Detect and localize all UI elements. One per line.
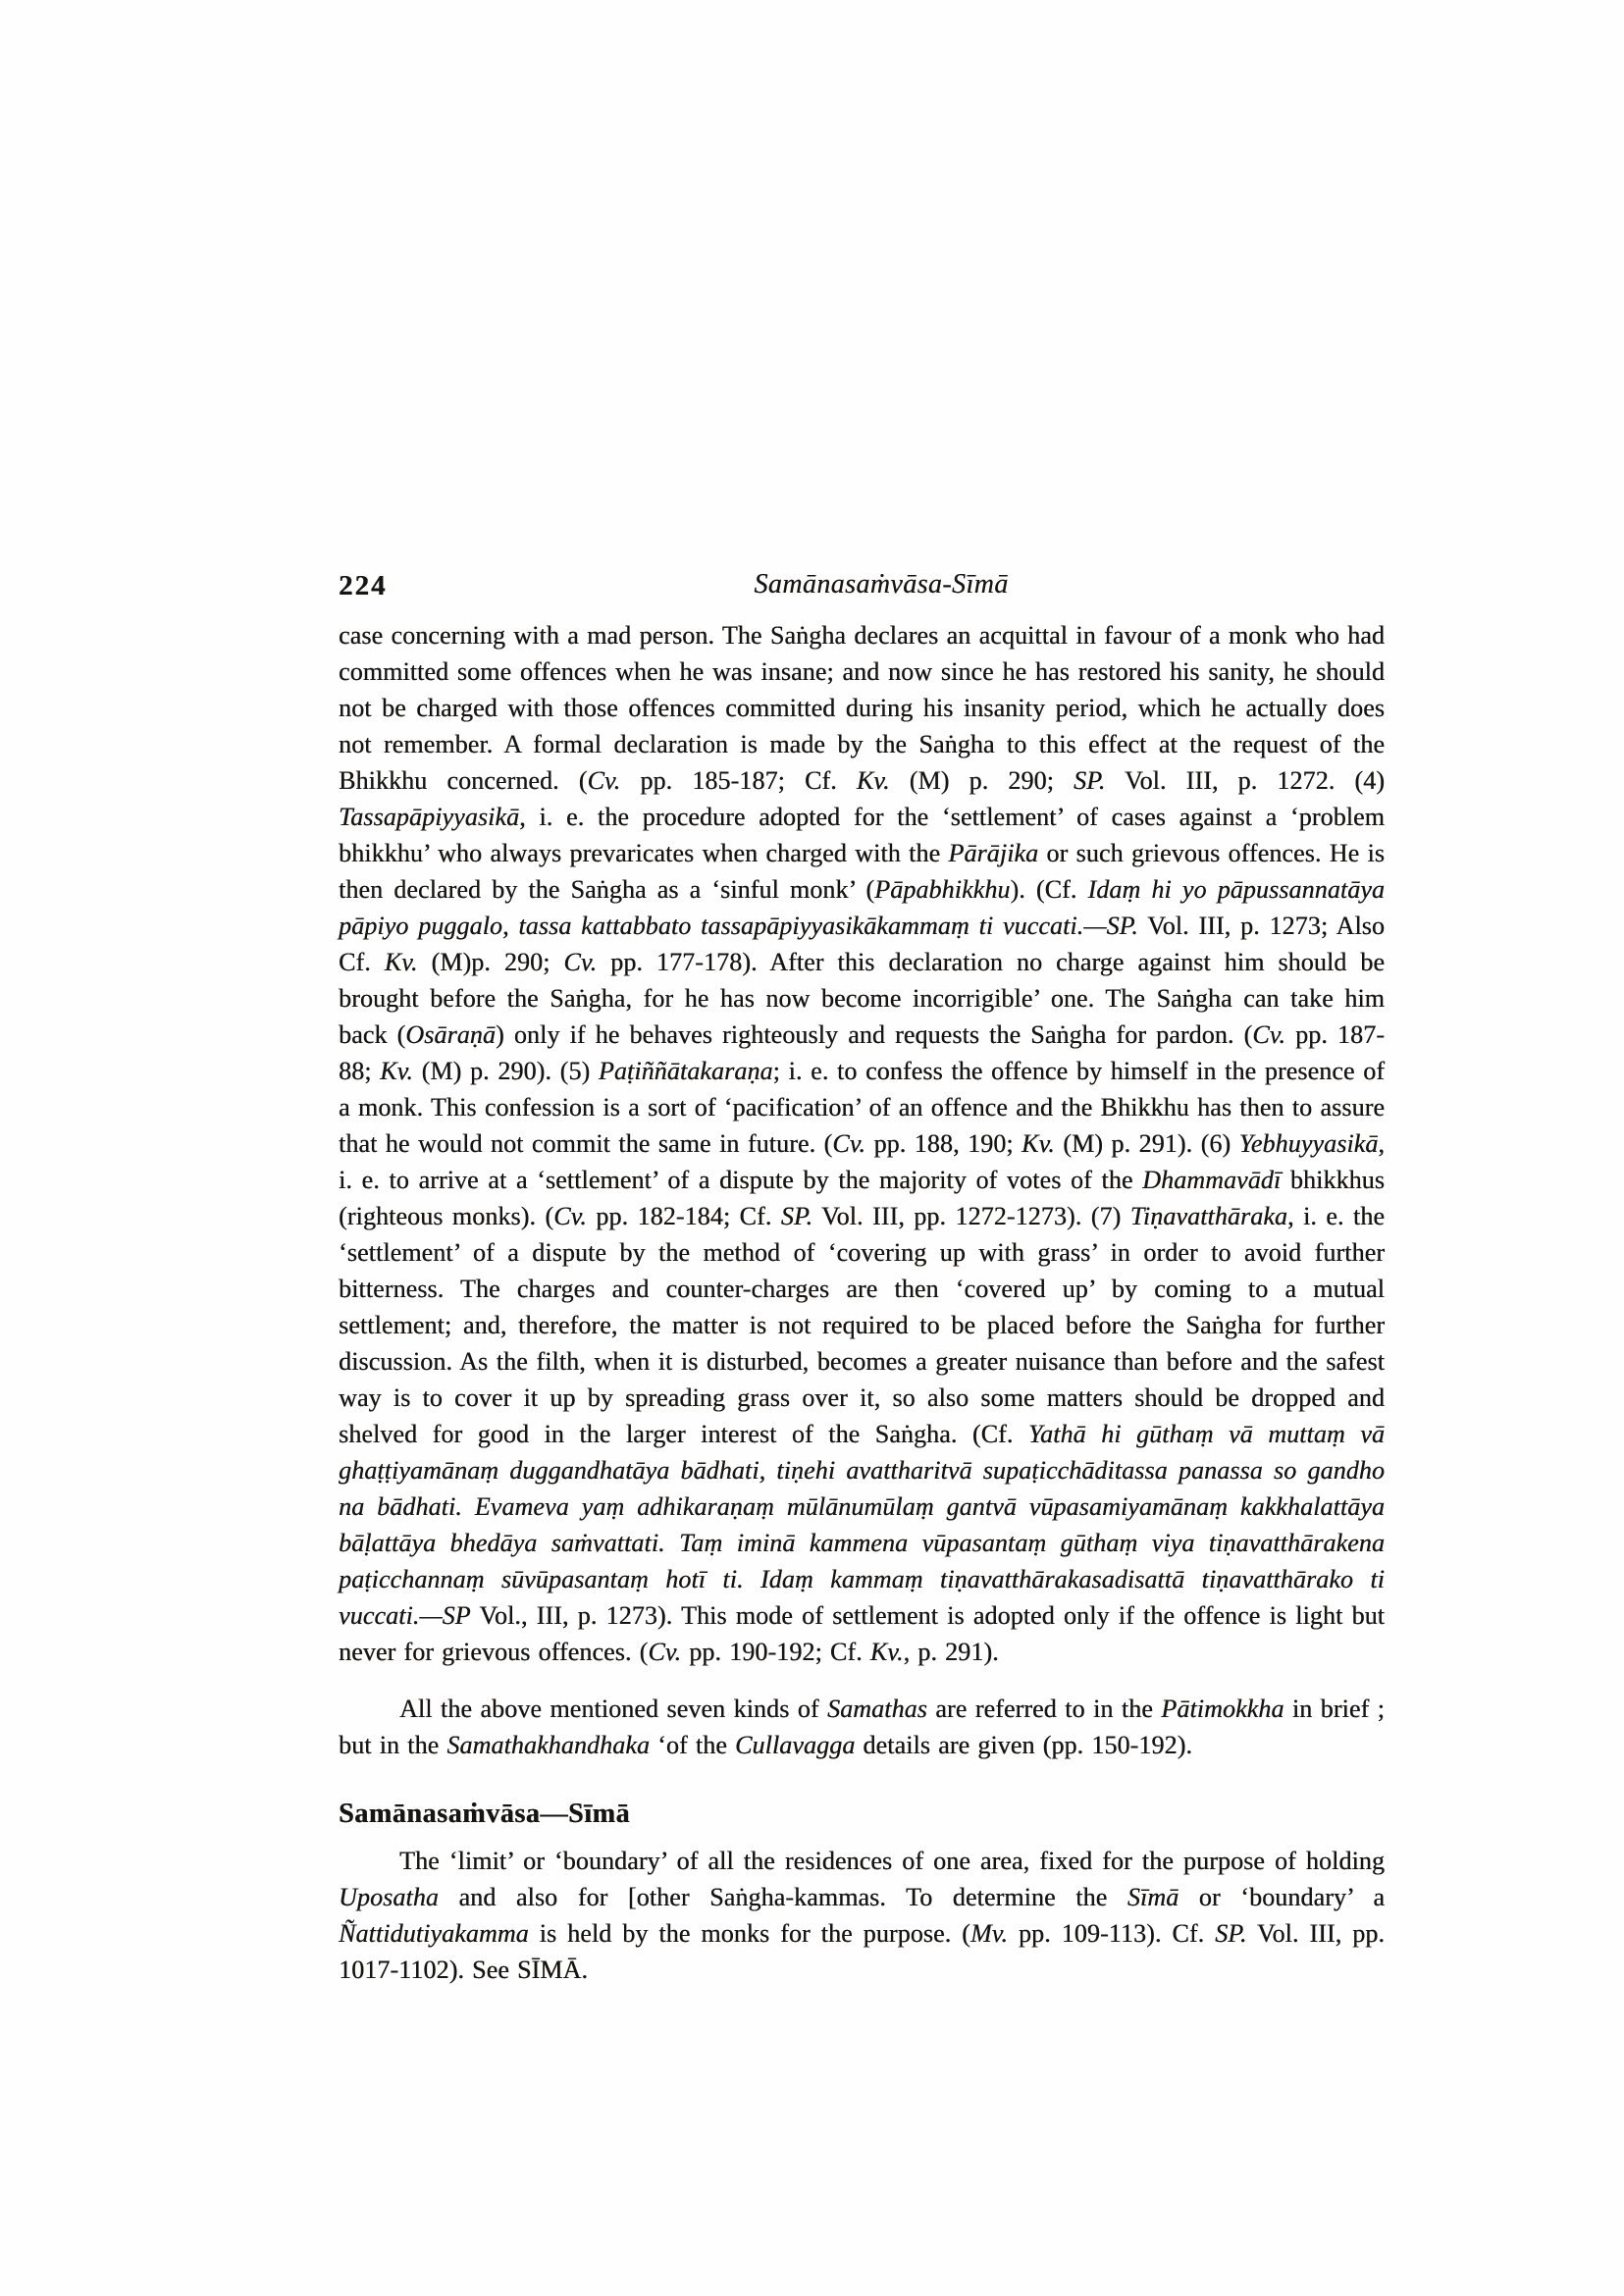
- text-segment: Vol., III, p. 1273). This mode of settlement is adopted only if the offence is light but never for grievous offences. (: [339, 1601, 1385, 1666]
- text-segment: (M) p. 291). (6): [1054, 1129, 1239, 1158]
- page-number: 224: [339, 570, 388, 601]
- page-header: [339, 569, 1385, 610]
- text-segment: and also for [other Saṅgha-kammas. To determine the: [438, 1883, 1127, 1911]
- text-segment: Vol. III, p. 1273; Also Cf.: [339, 912, 1385, 976]
- italic-text-segment: Dhammavādī: [1142, 1166, 1282, 1194]
- text-segment: in brief ; but in the: [339, 1695, 1385, 1759]
- text-segment: , i. e. to arrive at a ‘settlement’ of a dispute by the majority of votes of the: [339, 1129, 1385, 1194]
- text-segment: details are given (pp. 150-192).: [855, 1731, 1192, 1759]
- italic-text-segment: Tiṇavatthāraka: [1129, 1202, 1287, 1230]
- italic-text-segment: Kv.: [869, 1638, 904, 1666]
- text-segment: (M) p. 290). (5): [412, 1057, 599, 1085]
- italic-text-segment: Yebhuyyasikā: [1238, 1129, 1379, 1158]
- text-segment: pp. 187-88;: [339, 1020, 1385, 1085]
- text-segment: The ‘limit’ or ‘boundary’ of all the residences of one area, fixed for the purpose of holding: [399, 1847, 1385, 1875]
- italic-text-segment: Kv.: [1022, 1129, 1055, 1158]
- text-segment: is held by the monks for the purpose. (: [528, 1919, 970, 1948]
- text-segment: , p. 291).: [903, 1638, 999, 1666]
- text-segment: Vol. III, pp. 1017-1102). See SĪMĀ.: [339, 1919, 1385, 1984]
- text-segment: bhikkhus (righteous monks). (: [339, 1166, 1385, 1230]
- text-segment: , i. e. the procedure adopted for the ‘settlement’ of cases against a ‘problem bhikkhu’ who always prevaricates when charged with the: [339, 803, 1385, 867]
- text-segment: ). (Cf.: [1010, 875, 1088, 904]
- page-body: [339, 617, 1385, 1988]
- text-segment: pp. 182-184; Cf.: [586, 1202, 781, 1230]
- italic-text-segment: Pāpabhikkhu: [874, 875, 1011, 904]
- paragraph-samatha-continuation: [339, 617, 1385, 1670]
- italic-text-segment: SP.: [780, 1202, 813, 1230]
- italic-text-segment: Cv.: [563, 948, 598, 976]
- italic-text-segment: Cv.: [832, 1129, 866, 1158]
- text-segment: ; i. e. to confess the offence by himself in the presence of a monk. This confession is a sort of ‘pacification’ of an offence and the Bhikkhu has then to assure that he would not commit the same in future. (: [339, 1057, 1385, 1158]
- italic-text-segment: Cv.: [587, 766, 621, 795]
- text-segment: pp. 109-113). Cf.: [1008, 1919, 1216, 1948]
- text-segment: pp. 177-178). After this declaration no charge against him should be brought before the Saṅgha, for he has now become incorrigible’ one. The Saṅgha can take him back (: [339, 948, 1385, 1049]
- italic-text-segment: Kv.: [384, 948, 418, 976]
- text-segment: or ‘boundary’ a: [1179, 1883, 1385, 1911]
- text-segment: , i. e. the ‘settlement’ of a dispute by the method of ‘covering up with grass’ in order to avoid further bitterness. The charges and counter-charges are then ‘covered up’ by coming to a mutual settlement; and, therefore, the matter is not required to be placed before the Saṅgha for further discussion. As the filth, when it is disturbed, becomes a greater nuisance than before and the safest way is to cover it up by spreading grass over it, so also some matters should be dropped and shelved for good in the larger interest of the Saṅgha. (Cf.: [339, 1202, 1385, 1448]
- italic-text-segment: Uposatha: [339, 1883, 439, 1911]
- paragraph-samathas-summary: [339, 1691, 1385, 1763]
- italic-text-segment: Mv.: [969, 1919, 1009, 1948]
- text-segment: (M) p. 290;: [889, 766, 1074, 795]
- text-segment: or such grievous offences. He is then declared by the Saṅgha as a ‘sinful monk’ (: [339, 839, 1386, 904]
- italic-text-segment: Osāraṇā: [405, 1020, 497, 1049]
- paragraph-sima-definition: [339, 1843, 1385, 1988]
- text-segment: pp. 185-187; Cf.: [620, 766, 857, 795]
- italic-text-segment: Yathā hi gūthaṃ vā muttaṃ vā ghaṭṭiyamānaṃ duggandhatāya bādhati, tiṇehi avattharitvā supaṭicchāditassa panassa so gandho na bādhati. Evameva yaṃ adhikaraṇaṃ mūlānumūlaṃ gantvā vūpasamiyamānaṃ kakkhalattāya bāḷattāya bhedāya saṁvattati. Taṃ iminā kammena vūpasantaṃ gūthaṃ viya tiṇavatthārakena paṭicchannaṃ sūvūpasantaṃ hotī ti. Idaṃ kammaṃ tiṇavatthārakasadisattā tiṇavatthārako ti vuccati.—SP: [339, 1420, 1385, 1630]
- italic-text-segment: Samathas: [826, 1695, 927, 1723]
- italic-text-segment: Cv.: [553, 1202, 587, 1230]
- text-segment: ‘of the: [650, 1731, 735, 1759]
- italic-text-segment: Ñattidutiyakamma: [339, 1919, 529, 1948]
- text-segment: All the above mentioned seven kinds of: [399, 1695, 827, 1723]
- text-segment: pp. 190-192; Cf.: [681, 1638, 870, 1666]
- italic-text-segment: Pātimokkha: [1161, 1695, 1284, 1723]
- italic-text-segment: Cullavagga: [734, 1731, 856, 1759]
- italic-text-segment: Paṭiññātakaraṇa: [598, 1057, 773, 1085]
- italic-text-segment: Idaṃ hi yo pāpussannatāya pāpiyo puggalo, tassa kattabbato tassapāpiyyasikākammaṃ ti vuccati.—SP.: [339, 875, 1385, 940]
- italic-text-segment: Cv.: [648, 1638, 682, 1666]
- text-segment: case concerning with a mad person. The Saṅgha declares an acquittal in favour of a monk who had committed some offences when he was insane; and now since he has restored his sanity, he should not be charged with those offences committed during his insanity period, which he actually does not remember. A formal declaration is made by the Saṅgha to this effect at the request of the Bhikkhu concerned. (: [339, 621, 1385, 795]
- italic-text-segment: Samathakhandhaka: [446, 1731, 650, 1759]
- running-title: Samānasaṁvāsa-Sīmā: [754, 569, 1009, 600]
- italic-text-segment: Kv.: [856, 766, 890, 795]
- text-segment: pp. 188, 190;: [865, 1129, 1022, 1158]
- text-segment: (M)p. 290;: [417, 948, 564, 976]
- italic-text-segment: SP.: [1215, 1919, 1247, 1948]
- text-segment: Vol. III, p. 1272. (4): [1105, 766, 1385, 795]
- italic-text-segment: Sīmā: [1126, 1883, 1179, 1911]
- section-heading-samanasamvasa-sima: Samānasaṁvāsa—Sīmā: [339, 1799, 631, 1829]
- text-segment: Vol. III, pp. 1272-1273). (7): [812, 1202, 1130, 1230]
- text-segment: are referred to in the: [926, 1695, 1162, 1723]
- italic-text-segment: Cv.: [1252, 1020, 1286, 1049]
- italic-text-segment: SP.: [1074, 766, 1106, 795]
- text-segment: ) only if he behaves righteously and requests the Saṅgha for pardon. (: [496, 1020, 1253, 1049]
- italic-text-segment: Tassapāpiyyasikā: [339, 803, 520, 831]
- italic-text-segment: Kv.: [380, 1057, 413, 1085]
- italic-text-segment: Pārājika: [948, 839, 1039, 867]
